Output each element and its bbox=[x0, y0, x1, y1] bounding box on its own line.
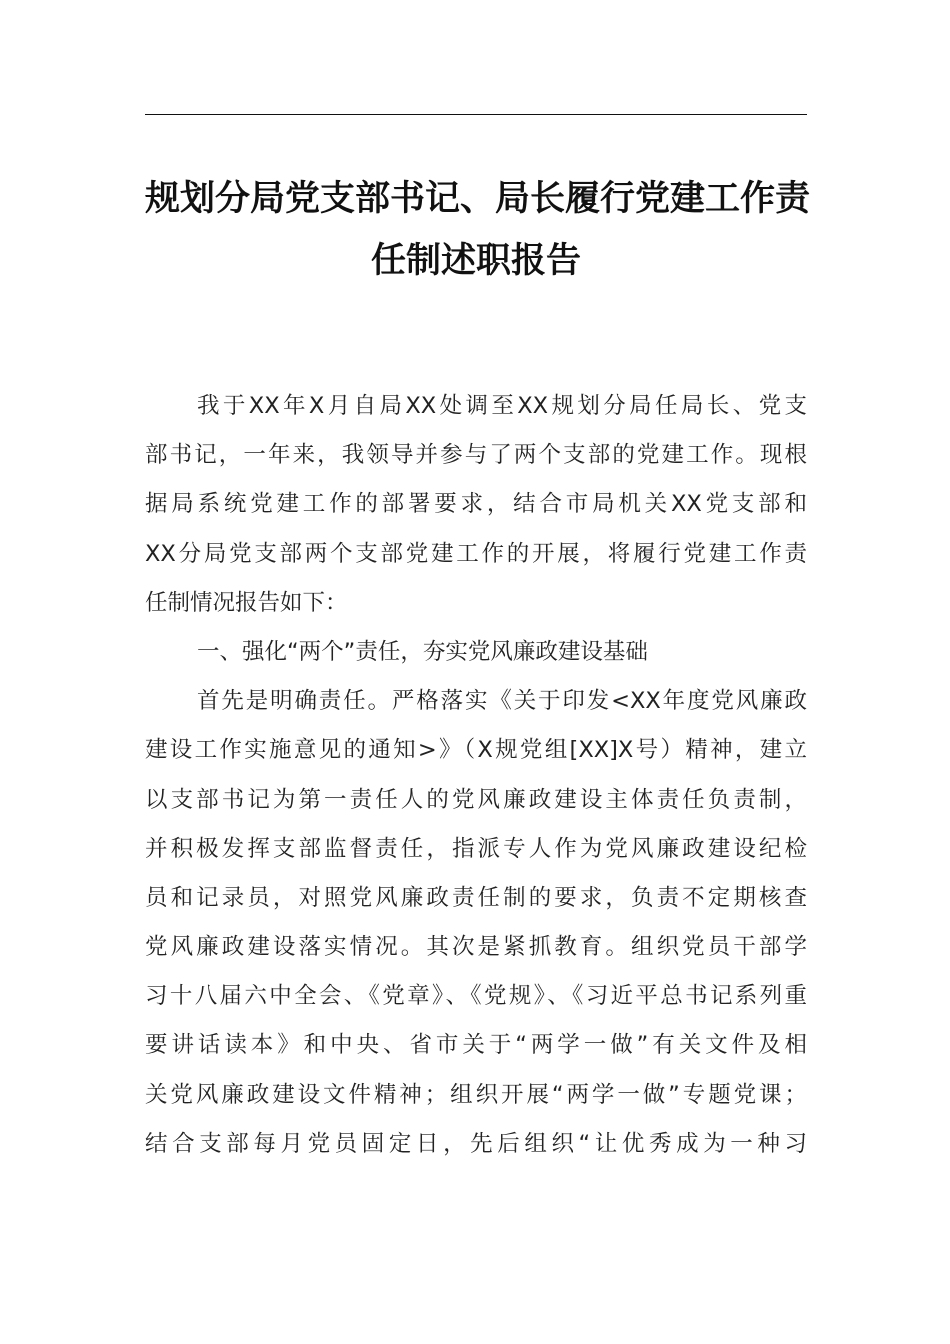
header-rule bbox=[145, 114, 807, 115]
body-line: 建设工作实施意见的通知>》（X规党组[XX]X号）精神，建立 bbox=[145, 737, 807, 764]
body-line: 并积极发挥支部监督责任，指派专人作为党风廉政建设纪检 bbox=[145, 835, 807, 862]
body-line: 党风廉政建设落实情况。其次是紧抓教育。组织党员干部学 bbox=[145, 934, 807, 961]
title-line: 任制述职报告 bbox=[370, 240, 581, 281]
title-line: 规划分局党支部书记、局长履行党建工作责 bbox=[145, 178, 811, 219]
body-line: 员和记录员，对照党风廉政责任制的要求，负责不定期核查 bbox=[145, 884, 807, 911]
body-line: 首先是明确责任。严格落实《关于印发<XX年度党风廉政 bbox=[197, 688, 807, 715]
body-line: XX分局党支部两个支部党建工作的开展，将履行党建工作责 bbox=[145, 540, 807, 567]
document-body bbox=[145, 382, 807, 1169]
section-heading: 一、强化“两个”责任，夯实党风廉政建设基础 bbox=[197, 638, 648, 665]
body-line: 要讲话读本》和中央、省市关于“两学一做”有关文件及相 bbox=[145, 1032, 807, 1059]
body-line: 据局系统党建工作的部署要求，结合市局机关XX党支部和 bbox=[145, 491, 807, 518]
body-line: 我于XX年X月自局XX处调至XX规划分局任局长、党支 bbox=[197, 393, 807, 419]
body-line: 结合支部每月党员固定日，先后组织“让优秀成为一种习 bbox=[145, 1130, 807, 1157]
body-line: 习十八届六中全会、《党章》、《党规》、《习近平总书记系列重 bbox=[145, 983, 807, 1010]
body-line: 任制情况报告如下： bbox=[145, 589, 348, 616]
body-line: 部书记，一年来，我领导并参与了两个支部的党建工作。现根 bbox=[145, 442, 807, 469]
body-line: 以支部书记为第一责任人的党风廉政建设主体责任负责制， bbox=[145, 786, 807, 813]
body-line: 关党风廉政建设文件精神；组织开展“两学一做”专题党课； bbox=[145, 1081, 807, 1108]
document-title bbox=[145, 168, 811, 292]
